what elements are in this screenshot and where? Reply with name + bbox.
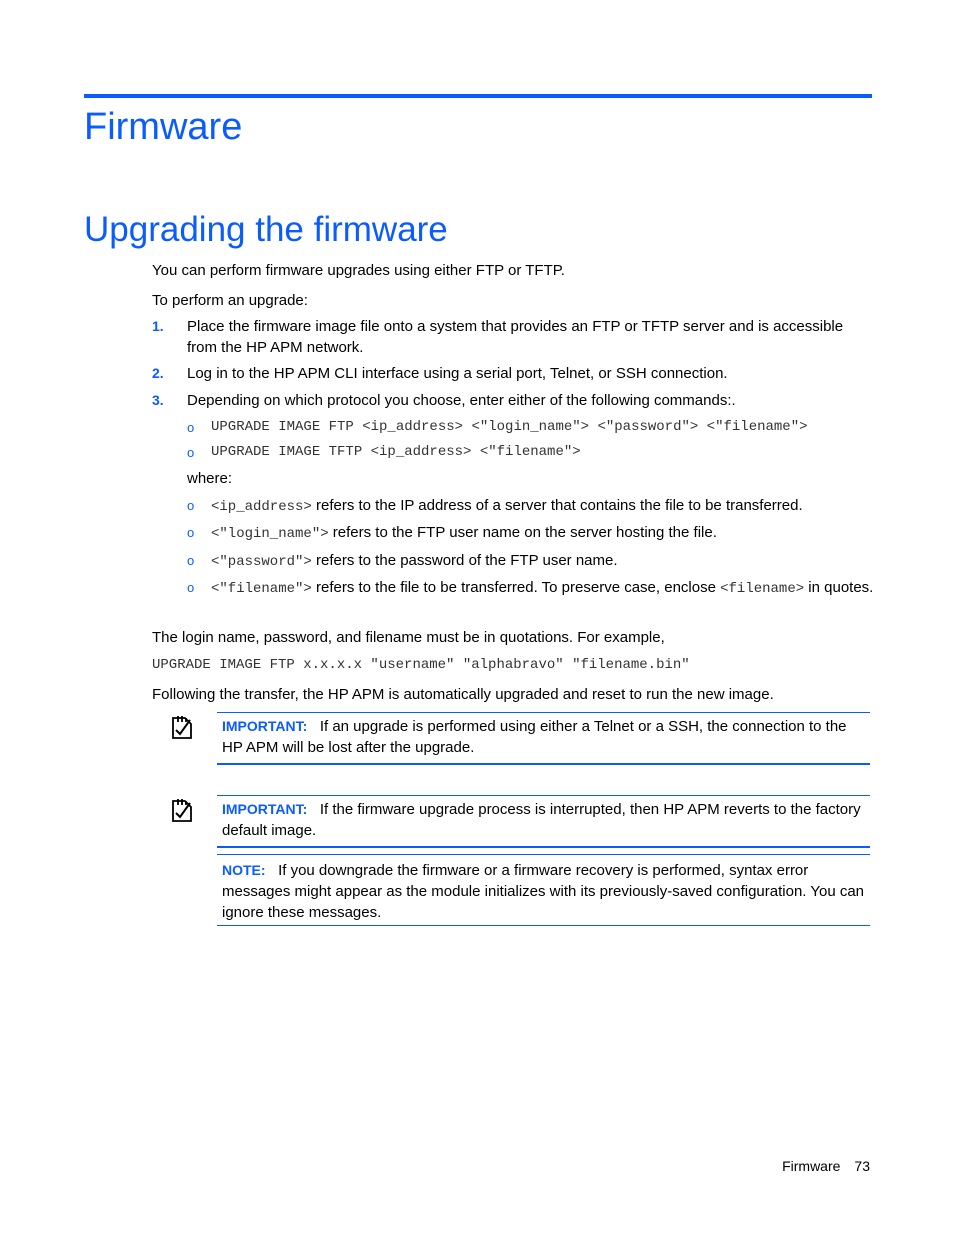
note-body [222, 716, 870, 758]
step-number: 3. [152, 392, 164, 408]
note-label: IMPORTANT: [222, 801, 308, 817]
param-code: <"login_name"> [211, 526, 329, 542]
step-text: Depending on which protocol you choose, enter either of the following commands:. [187, 392, 736, 409]
note-text: If the firmware upgrade process is interrupted, then HP APM reverts to the factory default image. [222, 801, 861, 839]
param-text: refers to the IP address of a server that contains the file to be transferred. [311, 497, 803, 514]
note-body [222, 860, 870, 923]
note-bottom-rule [217, 925, 870, 926]
chapter-title: Firmware [84, 106, 243, 148]
bullet-marker: o [187, 580, 195, 595]
bullet-marker: o [187, 553, 195, 568]
important-icon [170, 797, 194, 823]
following-paragraph: Following the transfer, the HP APM is automatically upgraded and reset to run the new image. [152, 686, 774, 703]
example-command: UPGRADE IMAGE FTP x.x.x.x "username" "alphabravo" "filename.bin" [152, 657, 690, 673]
bullet-marker: o [187, 498, 195, 513]
param-item [211, 550, 876, 573]
to-perform-paragraph: To perform an upgrade: [152, 292, 308, 309]
bullet-marker: o [187, 420, 195, 435]
param-text: refers to the FTP user name on the server hosting the file. [328, 524, 717, 541]
param-item [211, 495, 876, 518]
param-code: <ip_address> [211, 499, 312, 515]
step-number: 2. [152, 365, 164, 381]
intro-paragraph: You can perform firmware upgrades using either FTP or TFTP. [152, 262, 565, 279]
where-label: where: [187, 470, 233, 487]
bullet-marker: o [187, 525, 195, 540]
param-text: in quotes. [804, 579, 874, 596]
page-footer [700, 1158, 870, 1174]
note-bottom-rule [217, 763, 870, 765]
note-label: IMPORTANT: [222, 718, 308, 734]
quotation-paragraph: The login name, password, and filename must be in quotations. For example, [152, 629, 665, 646]
param-item [211, 522, 876, 545]
param-code: <"filename"> [211, 581, 312, 597]
note-body [222, 799, 870, 841]
note-top-rule [217, 712, 870, 713]
footer-section: Firmware [782, 1158, 841, 1174]
important-icon [170, 714, 194, 740]
step-text: Log in to the HP APM CLI interface using a serial port, Telnet, or SSH connection. [187, 365, 728, 382]
section-title: Upgrading the firmware [84, 210, 448, 249]
bullet-marker: o [187, 445, 195, 460]
note-top-rule [217, 795, 870, 796]
note-top-rule [217, 854, 870, 855]
param-text: refers to the password of the FTP user name. [311, 552, 618, 569]
page-number: 73 [854, 1158, 870, 1174]
param-item [211, 577, 876, 600]
note-text: If an upgrade is performed using either a Telnet or a SSH, the connection to the HP APM will be lost after the upgrade. [222, 718, 847, 756]
chapter-rule [84, 94, 872, 98]
step-number: 1. [152, 318, 164, 334]
param-text: refers to the file to be transferred. To preserve case, enclose [311, 579, 721, 596]
note-label: NOTE: [222, 862, 266, 878]
param-code: <"password"> [211, 554, 312, 570]
command-line: UPGRADE IMAGE FTP <ip_address> <"login_name"> <"password"> <"filename"> [211, 419, 808, 435]
note-bottom-rule [217, 846, 870, 848]
param-code: <filename> [720, 581, 805, 597]
note-text: If you downgrade the firmware or a firmware recovery is performed, syntax error messages might appear as the module initializes with its previously-saved configuration. You can ignore these messages. [222, 862, 865, 921]
step-text: Place the firmware image file onto a system that provides an FTP or TFTP server and is accessible from the HP APM network. [187, 318, 844, 356]
command-line: UPGRADE IMAGE TFTP <ip_address> <"filename"> [211, 444, 581, 460]
